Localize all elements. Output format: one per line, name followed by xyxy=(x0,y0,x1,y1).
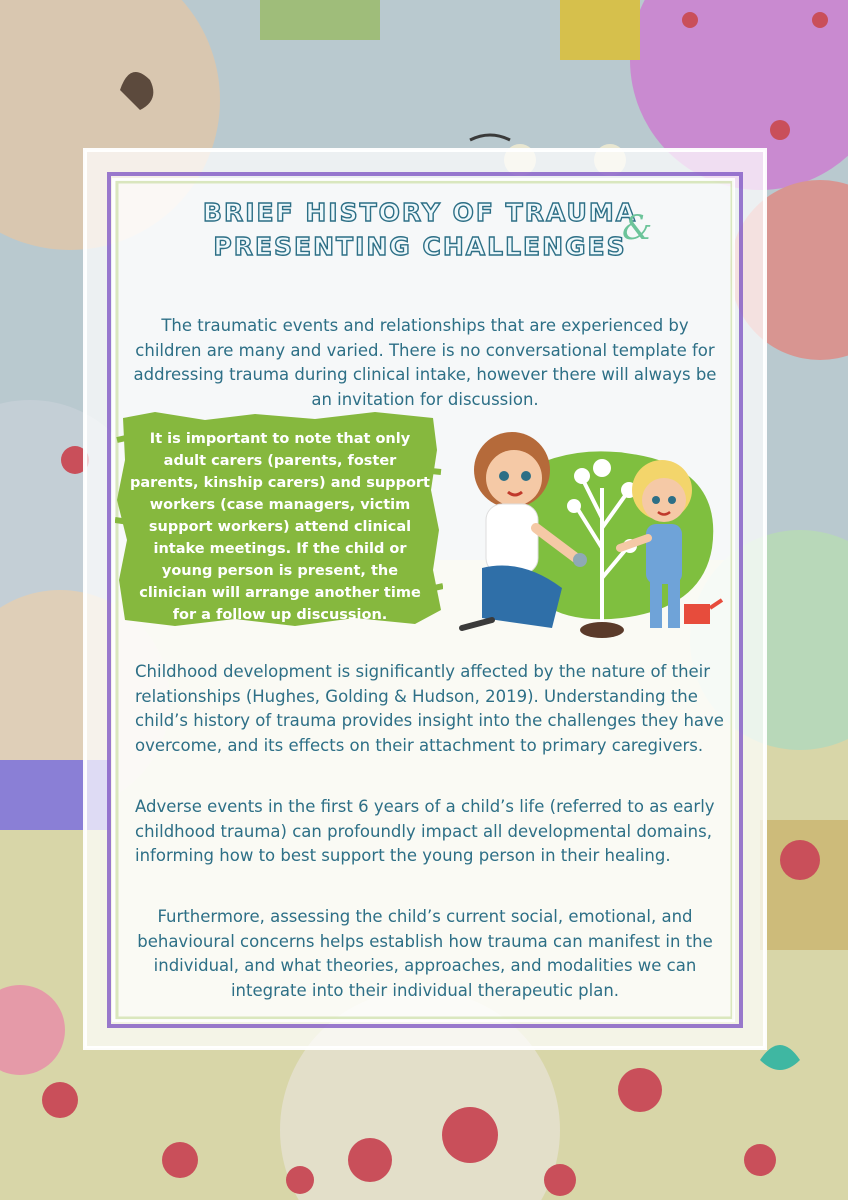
body-paragraph-1: Childhood development is significantly affected by the nature of their relationships (Hughes, Golding & Hudson, 2019). Understanding the child’s history of trauma provides insight into the challenges they have overcome, and its effects on their attachment to primary caregivers. xyxy=(135,662,724,755)
intro-paragraph: The traumatic events and relationships that are experienced by children are many and varied. There is no conversational template for addressing trauma during clinical intake, however there will always be an invitation for discussion. xyxy=(133,316,717,409)
page-title xyxy=(150,196,690,264)
title-line-2: PRESENTING CHALLENGES xyxy=(213,232,627,261)
planting-tree-illustration xyxy=(452,408,724,644)
title-ampersand: & xyxy=(622,208,653,248)
title-line-1: BRIEF HISTORY OF TRAUMA xyxy=(202,198,638,227)
body-paragraph-3: Furthermore, assessing the child’s current social, emotional, and behavioural concerns helps establish how trauma can manifest in the individual, and what theories, approaches, and modalities we can integrate into their individual therapeutic plan. xyxy=(137,907,713,1000)
body-paragraph-2: Adverse events in the first 6 years of a child’s life (referred to as early childhood trauma) can profoundly impact all developmental domains, informing how to best support the young person in their healing. xyxy=(135,797,715,865)
callout-text: It is important to note that only adult carers (parents, foster parents, kinship carers) and support workers (case managers, victim support workers) attend clinical intake meetings. If the child or young person is present, the clinician will arrange another time for a follow up discussion. xyxy=(130,431,430,623)
